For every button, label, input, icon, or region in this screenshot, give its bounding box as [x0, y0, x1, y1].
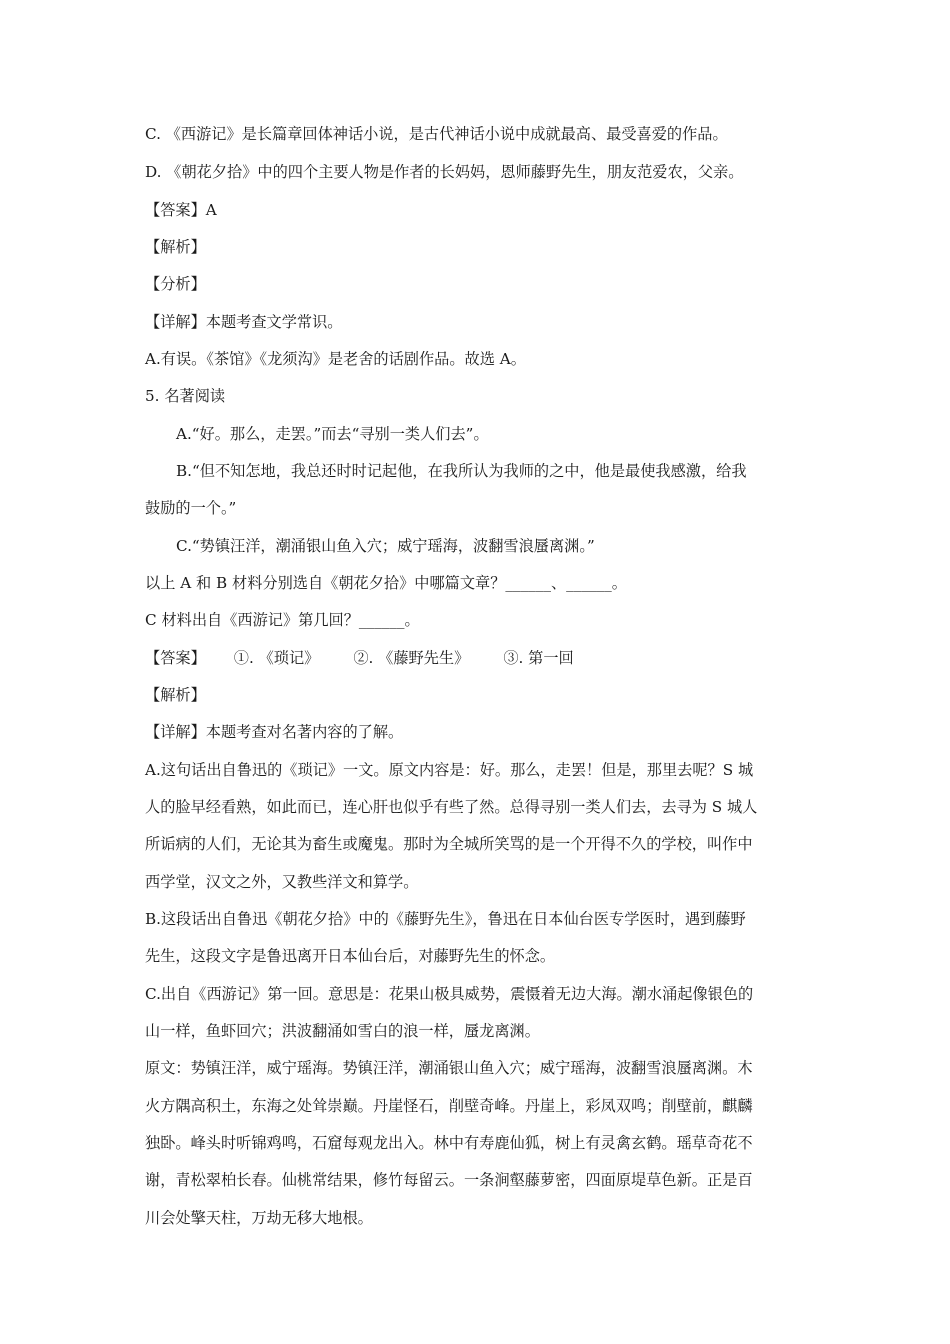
question-title: 5. 名著阅读 [145, 387, 226, 405]
paragraph-line: 所诟病的人们，无论其为畜生或魔鬼。那时为全城所笑骂的是一个开得不久的学校，叫作中 [145, 835, 753, 853]
answer-line [145, 648, 815, 668]
answer-1: ①. 《琐记》 [233, 649, 320, 667]
detail-line: 【详解】本题考查文学常识。 [145, 313, 343, 331]
analysis-heading: 【解析】 [145, 686, 206, 704]
answer-label: 【答案】 [145, 649, 206, 667]
paragraph-line: B.这段话出自鲁迅《朝花夕拾》中的《藤野先生》，鲁迅在日本仙台医专学医时，遇到藤野 [145, 910, 746, 928]
paragraph-line: 火方隅高积土，东海之处耸崇巅。丹崖怪石，削壁奇峰。丹崖上，彩凤双鸣；削壁前，麒麟 [145, 1097, 753, 1115]
option-c: C. 《西游记》是长篇章回体神话小说，是古代神话小说中成就最高、最受喜爱的作品。 [145, 125, 728, 143]
sub-question-2: C 材料出自《西游记》第几回？______。 [145, 611, 420, 629]
paragraph-line: C.出自《西游记》第一回。意思是：花果山极具威势，震慑着无边大海。潮水涌起像银色的 [145, 985, 754, 1003]
detail-a-line: A.有误。《茶馆》《龙须沟》是老舍的话剧作品。故选 A。 [145, 350, 526, 368]
material-b-line-2: 鼓励的一个。” [145, 499, 237, 517]
option-d: D. 《朝花夕拾》中的四个主要人物是作者的长妈妈，恩师藤野先生，朋友范爱农，父亲。 [145, 163, 744, 181]
paragraph-line: 人的脸早经看熟，如此而已，连心肝也似乎有些了然。总得寻别一类人们去，去寻为 S 城人 [145, 798, 758, 816]
sub-question-1: 以上 A 和 B 材料分别选自《朝花夕拾》中哪篇文章？______、______。 [145, 574, 627, 592]
paragraph-line: 原文：势镇汪洋，威宁瑶海。势镇汪洋，潮涌银山鱼入穴；威宁瑶海，波翻雪浪蜃离渊。木 [145, 1059, 753, 1077]
paragraph-line: A.这句话出自鲁迅的《琐记》一文。原文内容是：好。那么，走罢！但是，那里去呢？S 城 [145, 761, 754, 779]
answer-3: ③. 第一回 [503, 649, 574, 667]
paragraph-line: 川会处擎天柱，万劫无移大地根。 [145, 1209, 373, 1227]
detail-line: 【详解】本题考查对名著内容的了解。 [145, 723, 404, 741]
answer-2: ②. 《藤野先生》 [353, 649, 470, 667]
material-c: C.“势镇汪洋，潮涌银山鱼入穴；威宁瑶海，波翻雪浪蜃离渊。” [176, 537, 595, 555]
analysis-heading: 【解析】 [145, 238, 206, 256]
paragraph-line: 山一样，鱼虾回穴；洪波翻涌如雪白的浪一样，蜃龙离渊。 [145, 1022, 540, 1040]
material-b-line-1: B.“但不知怎地，我总还时时记起他，在我所认为我师的之中，他是最使我感激，给我 [176, 462, 747, 480]
fenxi-heading: 【分析】 [145, 275, 206, 293]
paragraph-line: 独卧。峰头时听锦鸡鸣，石窟每观龙出入。林中有寿鹿仙狐，树上有灵禽玄鹤。瑶草奇花不 [145, 1134, 753, 1152]
paragraph-line: 西学堂，汉文之外，又教些洋文和算学。 [145, 873, 419, 891]
paragraph-line: 谢，青松翠柏长春。仙桃常结果，修竹每留云。一条涧壑藤萝密，四面原堤草色新。正是百 [145, 1171, 753, 1189]
material-a: A.“好。那么，走罢。”而去“寻别一类人们去”。 [176, 425, 489, 443]
paragraph-line: 先生，这段文字是鲁迅离开日本仙台后，对藤野先生的怀念。 [145, 947, 556, 965]
answer-line: 【答案】A [145, 201, 217, 219]
